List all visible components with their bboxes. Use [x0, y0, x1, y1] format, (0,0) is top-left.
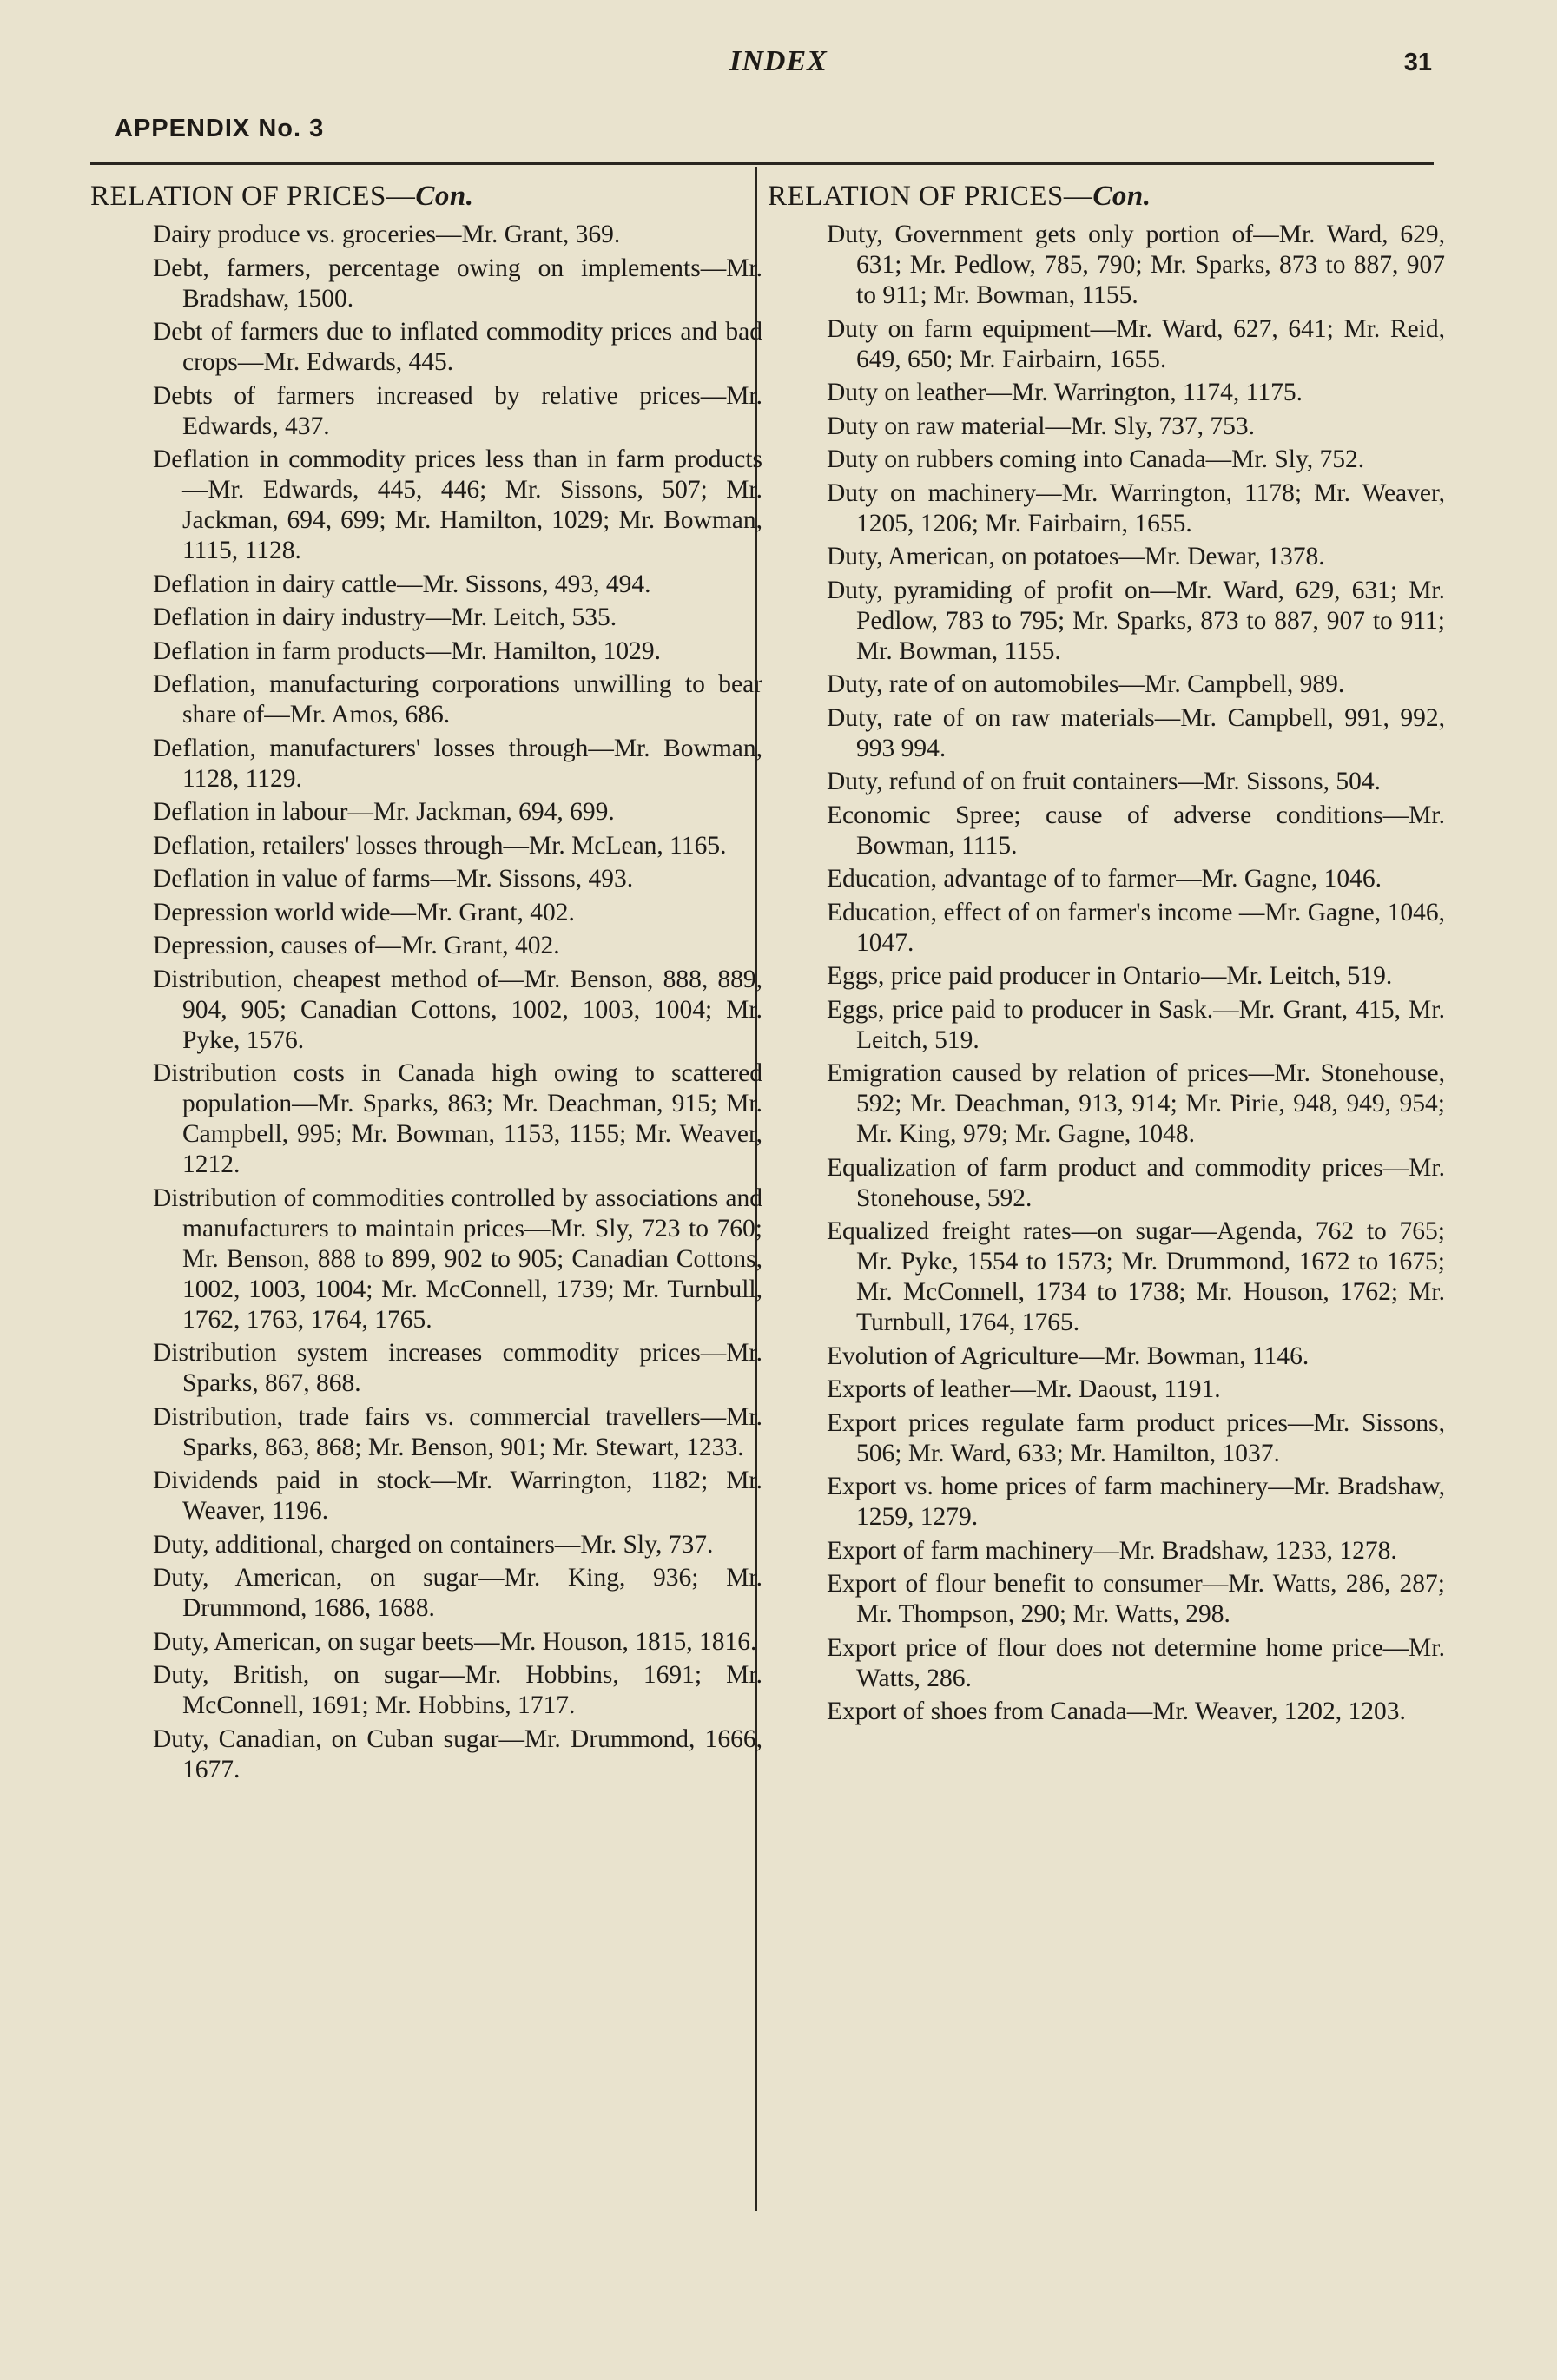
right-column-heading [768, 181, 1445, 213]
index-entry: Duty, Canadian, on Cuban sugar—Mr. Drummond, 1666, 1677. [153, 1724, 762, 1783]
index-entry: Export of shoes from Canada—Mr. Weaver, 1202, 1203. [827, 1698, 1406, 1725]
page-number: 31 [1403, 49, 1432, 76]
left-column [90, 181, 762, 1788]
index-entry: Education, advantage of to farmer—Mr. Gagne, 1046. [827, 865, 1382, 893]
appendix-label: APPENDIX No. 3 [115, 115, 325, 142]
index-entry: Deflation in commodity prices less than in farm products—Mr. Edwards, 445, 446; Mr. Sissons, 507; Mr. Jackman, 694, 699; Mr. Hamilton, 1029; Mr. Bowman, 1115, 1128. [153, 445, 762, 564]
index-entry: Distribution costs in Canada high owing to scattered population—Mr. Sparks, 863; Mr. Deachman, 915; Mr. Campbell, 995; Mr. Bowman, 1153, 1155; Mr. Weaver, 1212. [153, 1059, 762, 1178]
page-header [0, 45, 1557, 89]
index-entry: Education, effect of on farmer's income —Mr. Gagne, 1046, 1047. [827, 898, 1445, 957]
index-entry: Export prices regulate farm product prices—Mr. Sissons, 506; Mr. Ward, 633; Mr. Hamilton, 1037. [827, 1408, 1445, 1467]
index-entry: Duty on farm equipment—Mr. Ward, 627, 641; Mr. Reid, 649, 650; Mr. Fairbairn, 1655. [827, 314, 1445, 373]
index-entry: Duty, additional, charged on containers—Mr. Sly, 737. [153, 1530, 714, 1559]
index-entry: Duty, rate of on automobiles—Mr. Campbell, 989. [827, 670, 1345, 698]
index-entry: Deflation in farm products—Mr. Hamilton, 1029. [153, 636, 661, 665]
left-heading-text: RELATION OF PRICES— [90, 181, 416, 212]
index-entry: Duty, American, on potatoes—Mr. Dewar, 1378. [827, 543, 1325, 570]
index-entry: Equalization of farm product and commodity prices—Mr. Stonehouse, 592. [827, 1153, 1445, 1212]
index-entry: Duty on rubbers coming into Canada—Mr. Sly, 752. [827, 445, 1365, 473]
index-entry: Depression, causes of—Mr. Grant, 402. [153, 932, 560, 959]
header-rule [90, 162, 1434, 165]
left-column-heading [90, 181, 762, 213]
index-entry: Duty, rate of on raw materials—Mr. Campbell, 991, 992, 993 994. [827, 703, 1445, 762]
index-entry: Duty, American, on sugar—Mr. King, 936; Mr. Drummond, 1686, 1688. [153, 1564, 762, 1622]
index-entry: Distribution, trade fairs vs. commercial travellers—Mr. Sparks, 863, 868; Mr. Benson, 901; Mr. Stewart, 1233. [153, 1402, 762, 1461]
index-entry: Deflation in dairy cattle—Mr. Sissons, 493, 494. [153, 570, 651, 598]
index-entry: Distribution system increases commodity prices—Mr. Sparks, 867, 868. [153, 1339, 762, 1397]
index-entry: Eggs, price paid to producer in Sask.—Mr. Grant, 415, Mr. Leitch, 519. [827, 995, 1445, 1054]
index-entry: Debt of farmers due to inflated commodity prices and bad crops—Mr. Edwards, 445. [153, 318, 762, 376]
index-entry: Duty on machinery—Mr. Warrington, 1178; Mr. Weaver, 1205, 1206; Mr. Fairbairn, 1655. [827, 478, 1445, 537]
index-entry: Export of flour benefit to consumer—Mr. Watts, 286, 287; Mr. Thompson, 290; Mr. Watts, 298. [827, 1570, 1445, 1628]
index-entry: Duty on raw material—Mr. Sly, 737, 753. [827, 412, 1255, 440]
index-entry: Eggs, price paid producer in Ontario—Mr. Leitch, 519. [827, 962, 1393, 990]
index-entry: Deflation in value of farms—Mr. Sissons, 493. [153, 865, 634, 893]
index-entry: Distribution, cheapest method of—Mr. Benson, 888, 889, 904, 905; Canadian Cottons, 1002, 1003, 1004; Mr. Pyke, 1576. [153, 965, 762, 1054]
index-entry: Dairy produce vs. groceries—Mr. Grant, 369. [153, 221, 621, 248]
running-title: INDEX [729, 45, 828, 77]
index-entry: Economic Spree; cause of adverse conditions—Mr. Bowman, 1115. [827, 801, 1445, 860]
index-entry: Duty, pyramiding of profit on—Mr. Ward, 629, 631; Mr. Pedlow, 783 to 795; Mr. Sparks, 873 to 887, 907 to 911; Mr. Bowman, 1155. [827, 576, 1445, 665]
index-entry: Duty, Government gets only portion of—Mr. Ward, 629, 631; Mr. Pedlow, 785, 790; Mr. Sparks, 873 to 887, 907 to 911; Mr. Bowman, 1155. [827, 221, 1445, 309]
index-entry: Deflation, manufacturers' losses through—Mr. Bowman, 1128, 1129. [153, 734, 762, 793]
index-entry: Duty, refund of on fruit containers—Mr. Sissons, 504. [827, 768, 1382, 795]
index-entry: Evolution of Agriculture—Mr. Bowman, 1146. [827, 1342, 1310, 1370]
index-entry: Export of farm machinery—Mr. Bradshaw, 1233, 1278. [827, 1536, 1397, 1565]
index-entry: Duty on leather—Mr. Warrington, 1174, 1175. [827, 379, 1303, 406]
left-entry-list [153, 220, 762, 1785]
index-entry: Deflation, manufacturing corporations unwilling to bear share of—Mr. Amos, 686. [153, 670, 762, 729]
index-entry: Equalized freight rates—on sugar—Agenda, 762 to 765; Mr. Pyke, 1554 to 1573; Mr. Drummond, 1672 to 1675; Mr. McConnell, 1734 to 1738; Mr. Houson, 1762; Mr. Turnbull, 1764, 1765. [827, 1217, 1445, 1336]
index-entry: Dividends paid in stock—Mr. Warrington, 1182; Mr. Weaver, 1196. [153, 1467, 762, 1525]
left-heading-suffix: Con. [415, 181, 474, 212]
index-entry: Emigration caused by relation of prices—Mr. Stonehouse, 592; Mr. Deachman, 913, 914; Mr. Pirie, 948, 949, 954; Mr. King, 979; Mr. Gagne, 1048. [827, 1059, 1445, 1148]
right-entry-list [827, 220, 1445, 1727]
index-entry: Duty, British, on sugar—Mr. Hobbins, 1691; Mr. McConnell, 1691; Mr. Hobbins, 1717. [153, 1661, 762, 1719]
index-entry: Debts of farmers increased by relative prices—Mr. Edwards, 437. [153, 381, 762, 440]
index-entry: Deflation, retailers' losses through—Mr. McLean, 1165. [153, 831, 727, 860]
right-heading-suffix: Con. [1092, 181, 1151, 212]
index-entry: Export vs. home prices of farm machinery—Mr. Bradshaw, 1259, 1279. [827, 1473, 1445, 1531]
index-entry: Deflation in labour—Mr. Jackman, 694, 699. [153, 798, 615, 826]
index-entry: Duty, American, on sugar beets—Mr. Houson, 1815, 1816. [153, 1627, 757, 1656]
index-entry: Exports of leather—Mr. Daoust, 1191. [827, 1375, 1221, 1403]
right-column [768, 181, 1445, 1731]
index-entry: Depression world wide—Mr. Grant, 402. [153, 898, 575, 926]
index-entry: Deflation in dairy industry—Mr. Leitch, 535. [153, 603, 617, 631]
right-heading-text: RELATION OF PRICES— [768, 181, 1093, 212]
index-entry: Export price of flour does not determine home price—Mr. Watts, 286. [827, 1633, 1445, 1692]
index-entry: Distribution of commodities controlled by associations and manufacturers to maintain prices—Mr. Sly, 723 to 760; Mr. Benson, 888 to 899, 902 to 905; Canadian Cottons, 1002, 1003, 1004; Mr. McConnell, 1739; Mr. Turnbull, 1762, 1763, 1764, 1765. [153, 1183, 762, 1334]
index-entry: Debt, farmers, percentage owing on implements—Mr. Bradshaw, 1500. [153, 254, 762, 313]
